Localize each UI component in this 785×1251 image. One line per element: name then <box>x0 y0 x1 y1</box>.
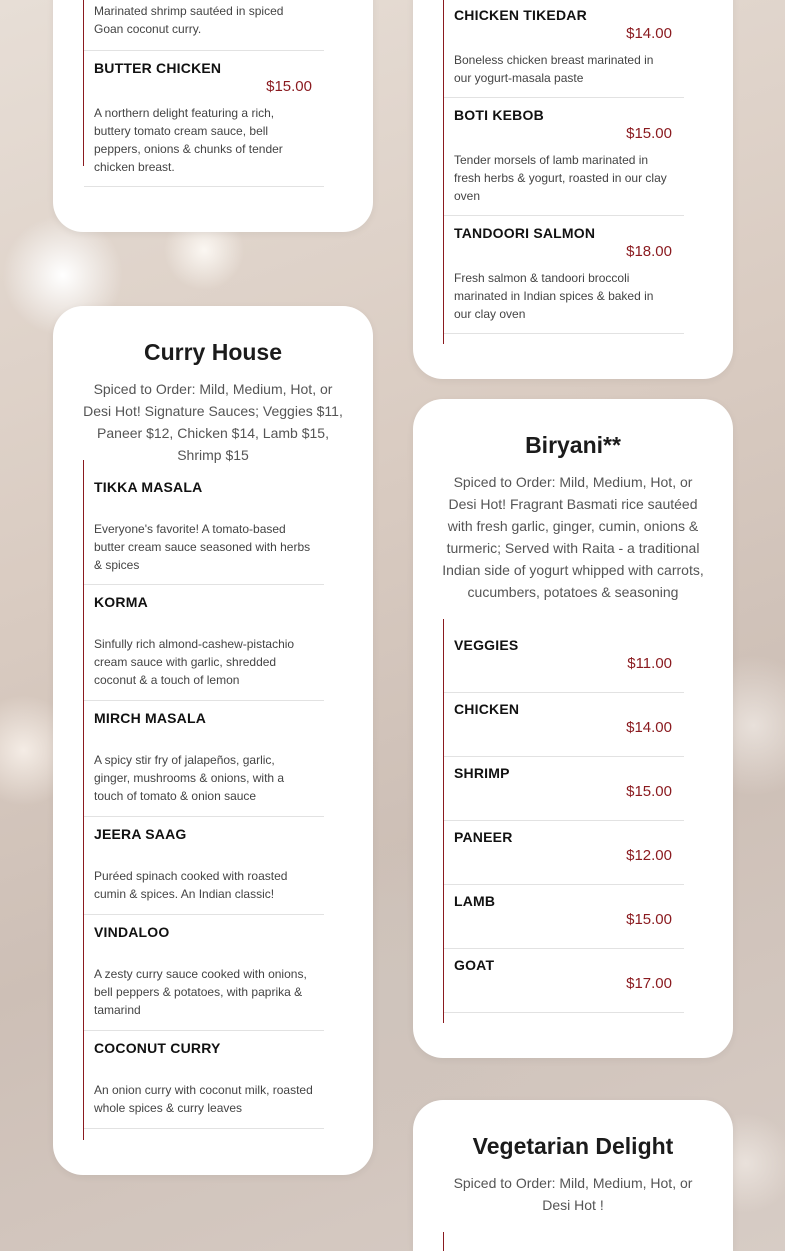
menu-item-description: Boneless chicken breast marinated in our yogurt-masala paste <box>454 53 654 85</box>
menu-item <box>84 0 324 51</box>
menu-item-name: MIRCH MASALA <box>94 710 207 726</box>
menu-item-name: VEGGIES <box>454 637 519 653</box>
menu-item-description: Puréed spinach cooked with roasted cumin & spices. An Indian classic! <box>94 869 288 901</box>
menu-item <box>84 1031 324 1129</box>
menu-item <box>84 51 324 187</box>
menu-items-list <box>443 1232 444 1251</box>
menu-card-curry-house <box>53 306 373 1175</box>
menu-item-price: $17.00 <box>626 975 672 992</box>
menu-items-list <box>83 460 324 1140</box>
menu-item <box>444 949 684 1013</box>
section-description: Spiced to Order: Mild, Medium, Hot, or Desi Hot! Signature Sauces; Veggies $11, Paneer $12, Chicken $14, Lamb $15, Shrimp $15 <box>83 381 343 463</box>
menu-item-description: Tender morsels of lamb marinated in fresh herbs & yogurt, roasted in our clay oven <box>454 153 667 203</box>
menu-item-name: TIKKA MASALA <box>94 479 203 495</box>
menu-item <box>84 460 324 585</box>
menu-item-price: $15.00 <box>626 125 672 142</box>
menu-item-description: Marinated shrimp sautéed in spiced Goan coconut curry. <box>94 4 284 36</box>
menu-item-name: GOAT <box>454 957 495 973</box>
menu-item-price: $11.00 <box>627 655 672 672</box>
menu-item-name: JEERA SAAG <box>94 826 187 842</box>
menu-item <box>84 915 324 1031</box>
menu-item-description: A zesty curry sauce cooked with onions, bell peppers & potatoes, with paprika & tamarind <box>94 967 307 1017</box>
menu-item-price: $14.00 <box>626 25 672 42</box>
menu-item <box>444 216 684 334</box>
menu-items-list <box>443 619 684 1023</box>
menu-item <box>444 757 684 821</box>
menu-item <box>444 693 684 757</box>
menu-item <box>444 619 684 693</box>
menu-item-description: Everyone's favorite! A tomato-based butter cream sauce seasoned with herbs & spices <box>94 522 311 572</box>
menu-item-name: CHICKEN <box>454 701 520 717</box>
menu-item-name: LAMB <box>454 893 496 909</box>
menu-item <box>444 98 684 216</box>
menu-card-biryani <box>413 399 733 1058</box>
menu-item-price: $15.00 <box>626 783 672 800</box>
menu-item <box>444 885 684 949</box>
section-description: Spiced to Order: Mild, Medium, Hot, or Desi Hot ! <box>453 1175 693 1213</box>
menu-item-description: Fresh salmon & tandoori broccoli marinated in Indian spices & baked in our clay oven <box>454 271 654 321</box>
menu-item <box>444 821 684 885</box>
menu-item-price: $15.00 <box>266 78 312 95</box>
section-title: Biryani** <box>525 432 621 458</box>
menu-item-description: Sinfully rich almond-cashew-pistachio cream sauce with garlic, shredded coconut & a touch of lemon <box>94 637 295 687</box>
menu-item-name: BOTI KEBOB <box>454 107 544 123</box>
menu-item-description: A spicy stir fry of jalapeños, garlic, ginger, mushrooms & onions, with a touch of tomato & onion sauce <box>94 753 285 803</box>
menu-item <box>444 0 684 98</box>
menu-card-top-right <box>413 0 733 379</box>
menu-item-name: KORMA <box>94 594 148 610</box>
menu-item-name: PANEER <box>454 829 513 845</box>
section-title: Curry House <box>143 339 283 365</box>
menu-item <box>84 585 324 701</box>
section-title: Vegetarian Delight <box>472 1133 674 1159</box>
menu-items-list <box>443 0 684 344</box>
menu-item-description: An onion curry with coconut milk, roasted whole spices & curry leaves <box>94 1083 313 1115</box>
menu-item <box>84 701 324 817</box>
menu-card-vegetarian-delight <box>413 1100 733 1251</box>
menu-item-price: $14.00 <box>626 719 672 736</box>
menu-item-price: $18.00 <box>626 243 672 260</box>
menu-item-description: A northern delight featuring a rich, buttery tomato cream sauce, bell peppers, onions & chunks of tender chicken breast. <box>94 106 283 174</box>
menu-item-name: CHICKEN TIKEDAR <box>454 7 587 23</box>
menu-item-name: BUTTER CHICKEN <box>94 60 222 76</box>
menu-items-list <box>83 0 324 174</box>
menu-item <box>84 817 324 915</box>
menu-item-name: TANDOORI SALMON <box>454 225 596 241</box>
section-description: Spiced to Order: Mild, Medium, Hot, or Desi Hot! Fragrant Basmati rice sautéed with fresh garlic, ginger, cumin, onions & turmeric; Served with Raita - a traditional Indian side of yogurt whipped with carrots, cucumbers, potatoes & seasoning <box>442 474 704 600</box>
menu-item-price: $15.00 <box>626 911 672 928</box>
menu-item-name: SHRIMP <box>454 765 510 781</box>
menu-item-name: COCONUT CURRY <box>94 1040 221 1056</box>
menu-item-price: $12.00 <box>626 847 672 864</box>
menu-item-name: VINDALOO <box>94 924 170 940</box>
menu-card-top-left <box>53 0 373 232</box>
